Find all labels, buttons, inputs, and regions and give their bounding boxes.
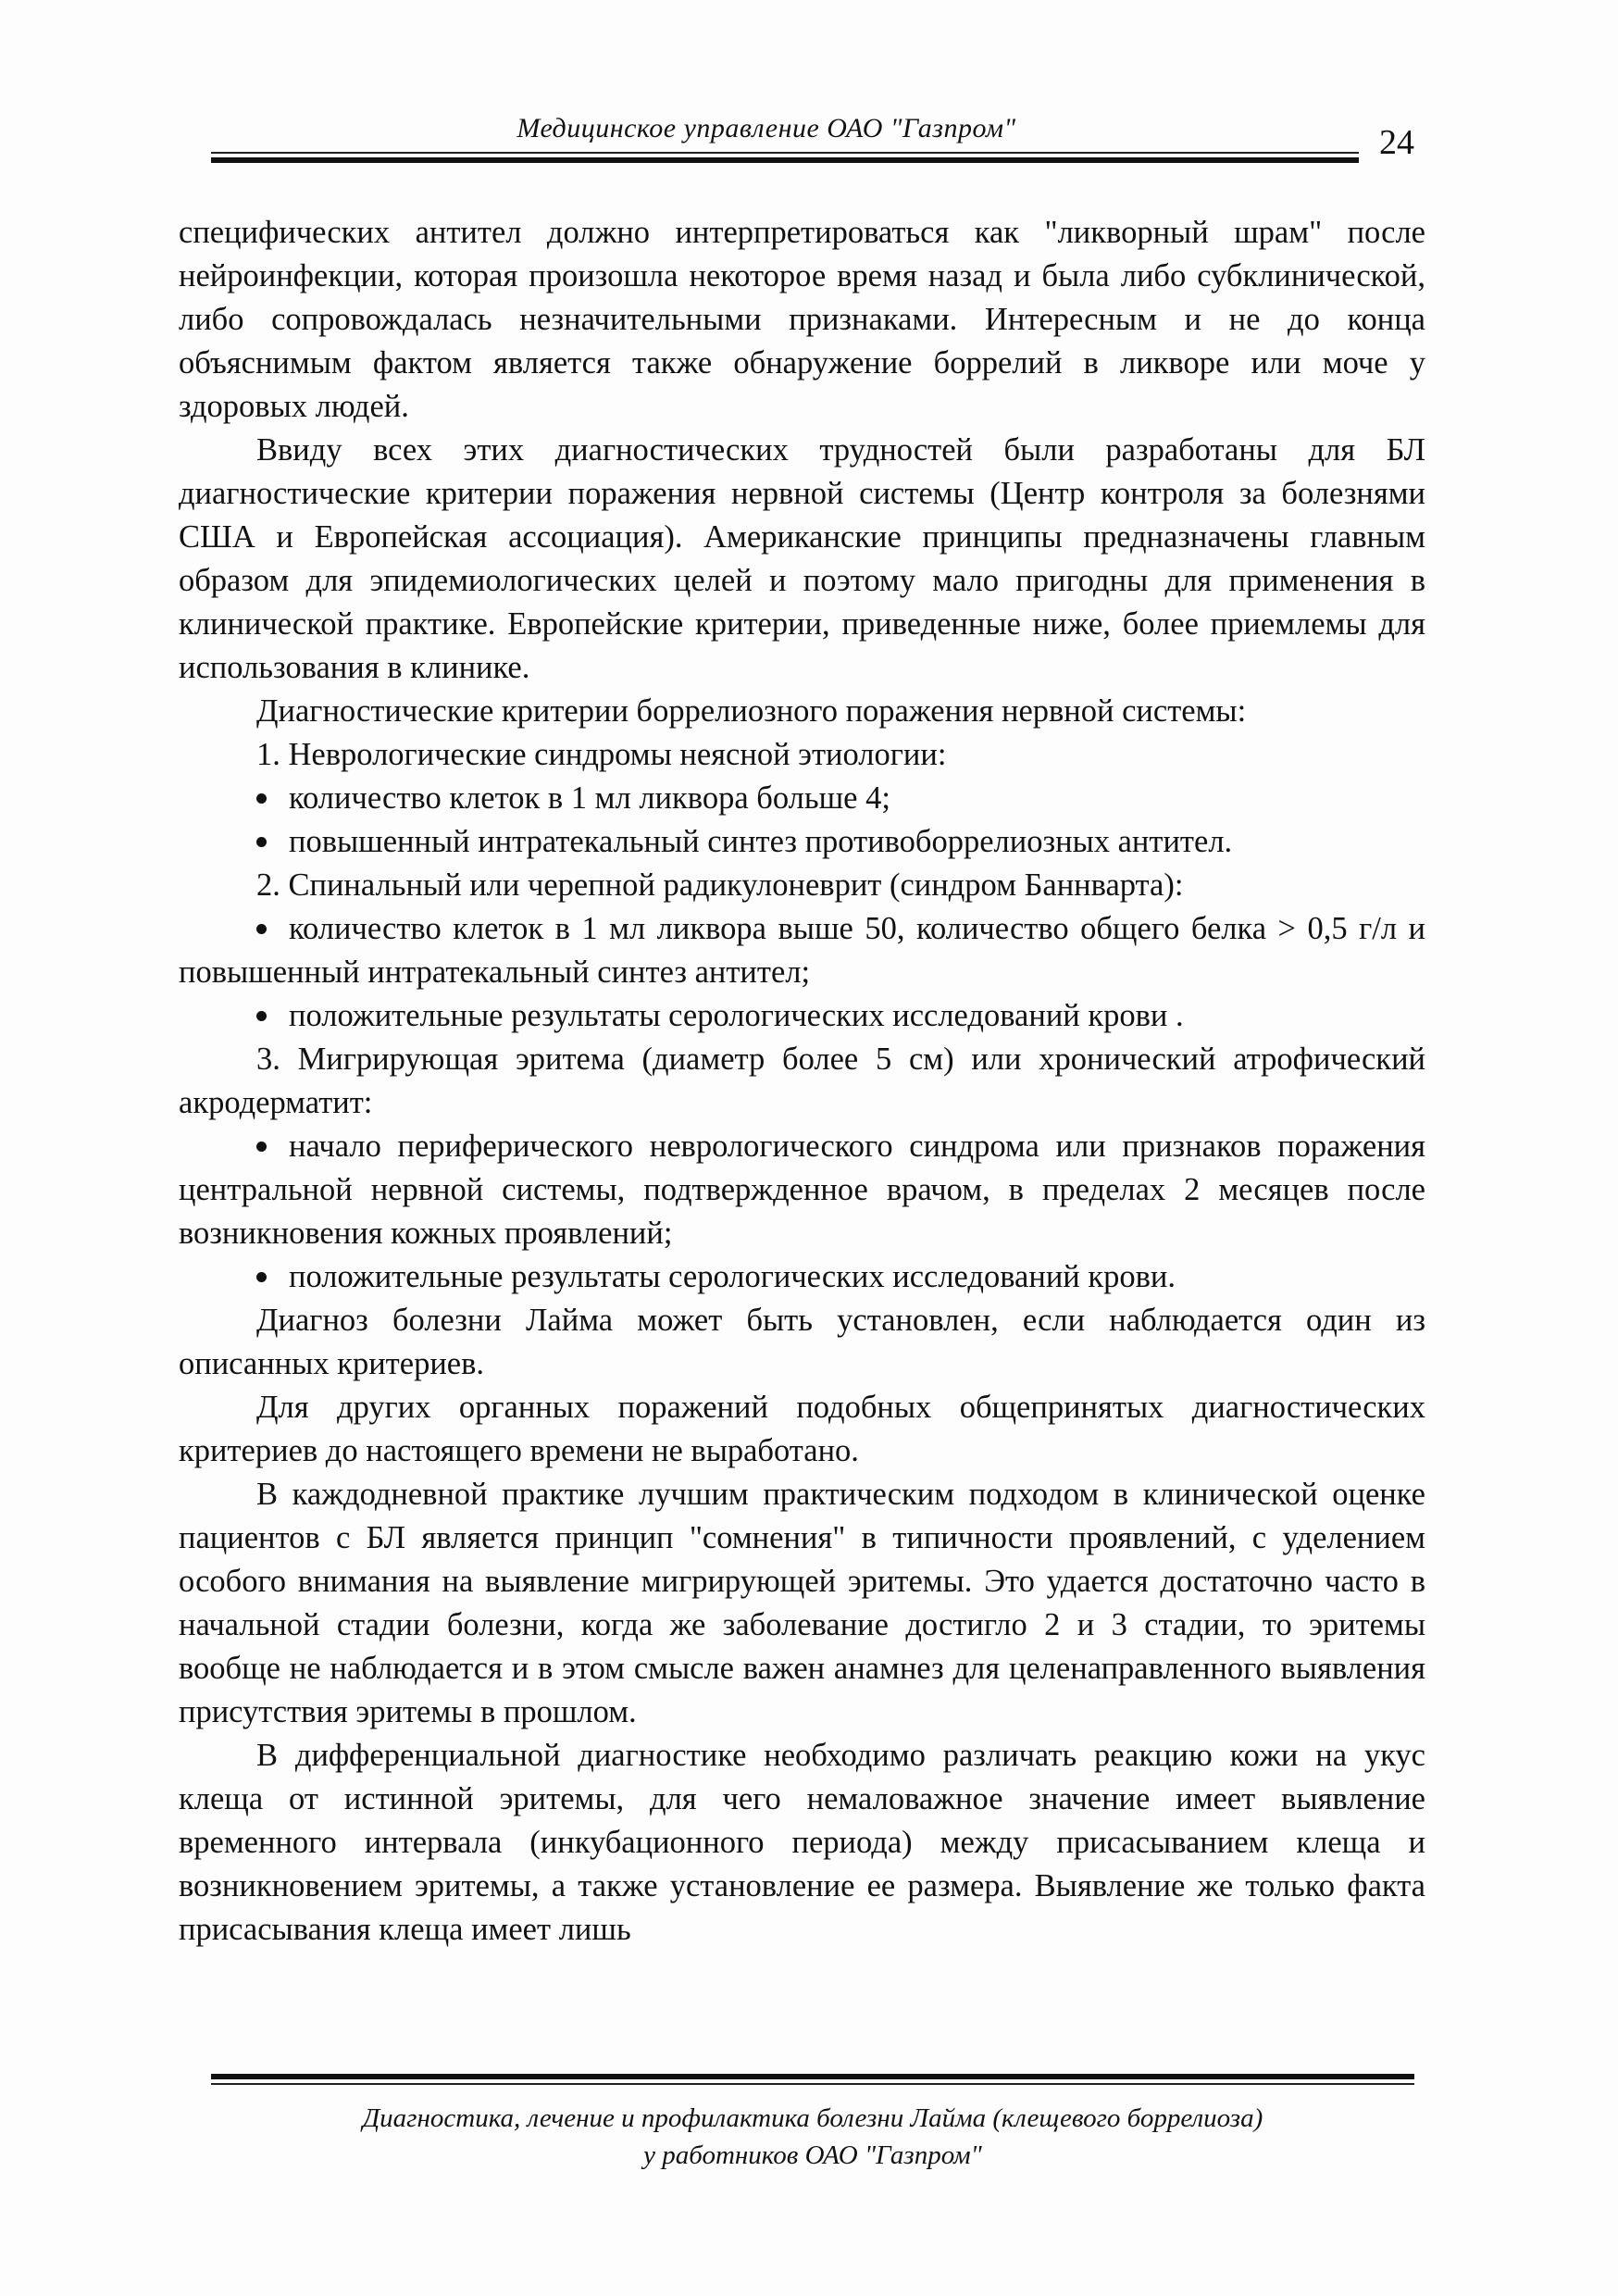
footer-line-1: Диагностика, лечение и профилактика болезни Лайма (клещевого боррелиоза) (362, 2103, 1263, 2133)
paragraph-diagnosis: Диагноз болезни Лайма может быть установлен, если наблюдается один из описанных критериев. (179, 1303, 1425, 1381)
page-footer (211, 2074, 1414, 2203)
paragraph-other-organs: Для других органных поражений подобных общепринятых диагностических критериев до настоящего времени не выработано. (179, 1390, 1425, 1468)
criterion-3-bullet-1 (179, 1125, 1425, 1255)
paragraph-differential-diagnosis: В дифференциальной диагностике необходимо различать реакцию кожи на укус клеща от истинной эритемы, для чего немаловажное значение имеет выявление временного интервала (инкубационного периода) между присасыванием клеща и возникновением эритемы, а также установление ее размера. Выявление же только факта присасывания клеща имеет лишь (179, 1738, 1425, 1947)
criteria-intro: Диагностические критерии боррелиозного поражения нервной системы: (256, 693, 1247, 729)
header-title: Медицинское управление ОАО "Газпром" (517, 113, 1016, 144)
footer-rule-thick (211, 2074, 1414, 2079)
criterion-3-title: 3. Мигрирующая эритема (диаметр более 5 см) или хронический атрофический акродерматит: (179, 1042, 1425, 1120)
page-header (211, 102, 1414, 167)
bullet-icon (256, 793, 267, 804)
criterion-1-bullet-1 (179, 777, 1425, 820)
paragraph-diagnostic-difficulties: Ввиду всех этих диагностических трудностей были разработаны для БЛ диагностические критерии поражения нервной системы (Центр контроля за болезнями США и Европейская ассоциация). Американские принципы предназначены главным образом для эпидемиологических целей и поэтому мало пригодны для применения в клинической практике. Европейские критерии, приведенные ниже, более приемлемы для использования в клинике. (179, 432, 1425, 685)
bullet-text: положительные результаты серологических исследований крови . (289, 998, 1184, 1033)
criterion-1-bullet-2 (179, 820, 1425, 864)
bullet-text: количество клеток в 1 мл ликвора больше 4; (289, 780, 890, 816)
header-rule-thin (211, 152, 1359, 154)
criterion-2-bullet-1 (179, 907, 1425, 994)
bullet-icon (256, 1272, 267, 1282)
bullet-icon (256, 837, 267, 847)
body-text (179, 211, 1425, 1952)
bullet-icon (256, 1011, 267, 1021)
bullet-text: количество клеток в 1 мл ликвора выше 50, количество общего белка > 0,5 г/л и повышенный интратекальный синтез антител; (179, 911, 1425, 990)
bullet-text: начало периферического неврологического синдрома или признаков поражения центральной нервной системы, подтвержденное врачом, в пределах 2 месяцев после возникновения кожных проявлений; (179, 1129, 1425, 1251)
footer-line-2: у работников ОАО "Газпром" (643, 2140, 982, 2170)
header-rule-thick (211, 157, 1359, 163)
criterion-3-bullet-2 (179, 1255, 1425, 1299)
bullet-text: повышенный интратекальный синтез противоборрелиозных антител. (289, 824, 1233, 859)
bullet-text: положительные результаты серологических исследований крови. (289, 1259, 1176, 1294)
paragraph-continued: специфических антител должно интерпретироваться как "ликворный шрам" после нейроинфекции, которая произошла некоторое время назад и была либо субклинической, либо сопровождалась незначительными признаками. Интересным и не до конца объяснимым фактом является также обнаружение боррелий в ликворе или моче у здоровых людей. (179, 215, 1425, 424)
page-number: 24 (1379, 123, 1414, 162)
bullet-icon (256, 924, 267, 934)
bullet-icon (256, 1142, 267, 1152)
footer-rule-thin (211, 2083, 1414, 2085)
criterion-1-title: 1. Неврологические синдромы неясной этиологии: (256, 737, 947, 772)
paragraph-daily-practice: В каждодневной практике лучшим практическим подходом в клинической оценке пациентов с БЛ является принцип "сомнения" в типичности проявлений, с уделением особого внимания на выявление мигрирующей эритемы. Это удается достаточно часто в начальной стадии болезни, когда же заболевание достигло 2 и 3 стадии, то эритемы вообще не наблюдается и в этом смысле важен анамнез для целенаправленного выявления присутствия эритемы в прошлом. (179, 1477, 1425, 1729)
criterion-2-title: 2. Спинальный или черепной радикулоневрит (синдром Баннварта): (256, 867, 1184, 903)
criterion-2-bullet-2 (179, 994, 1425, 1038)
